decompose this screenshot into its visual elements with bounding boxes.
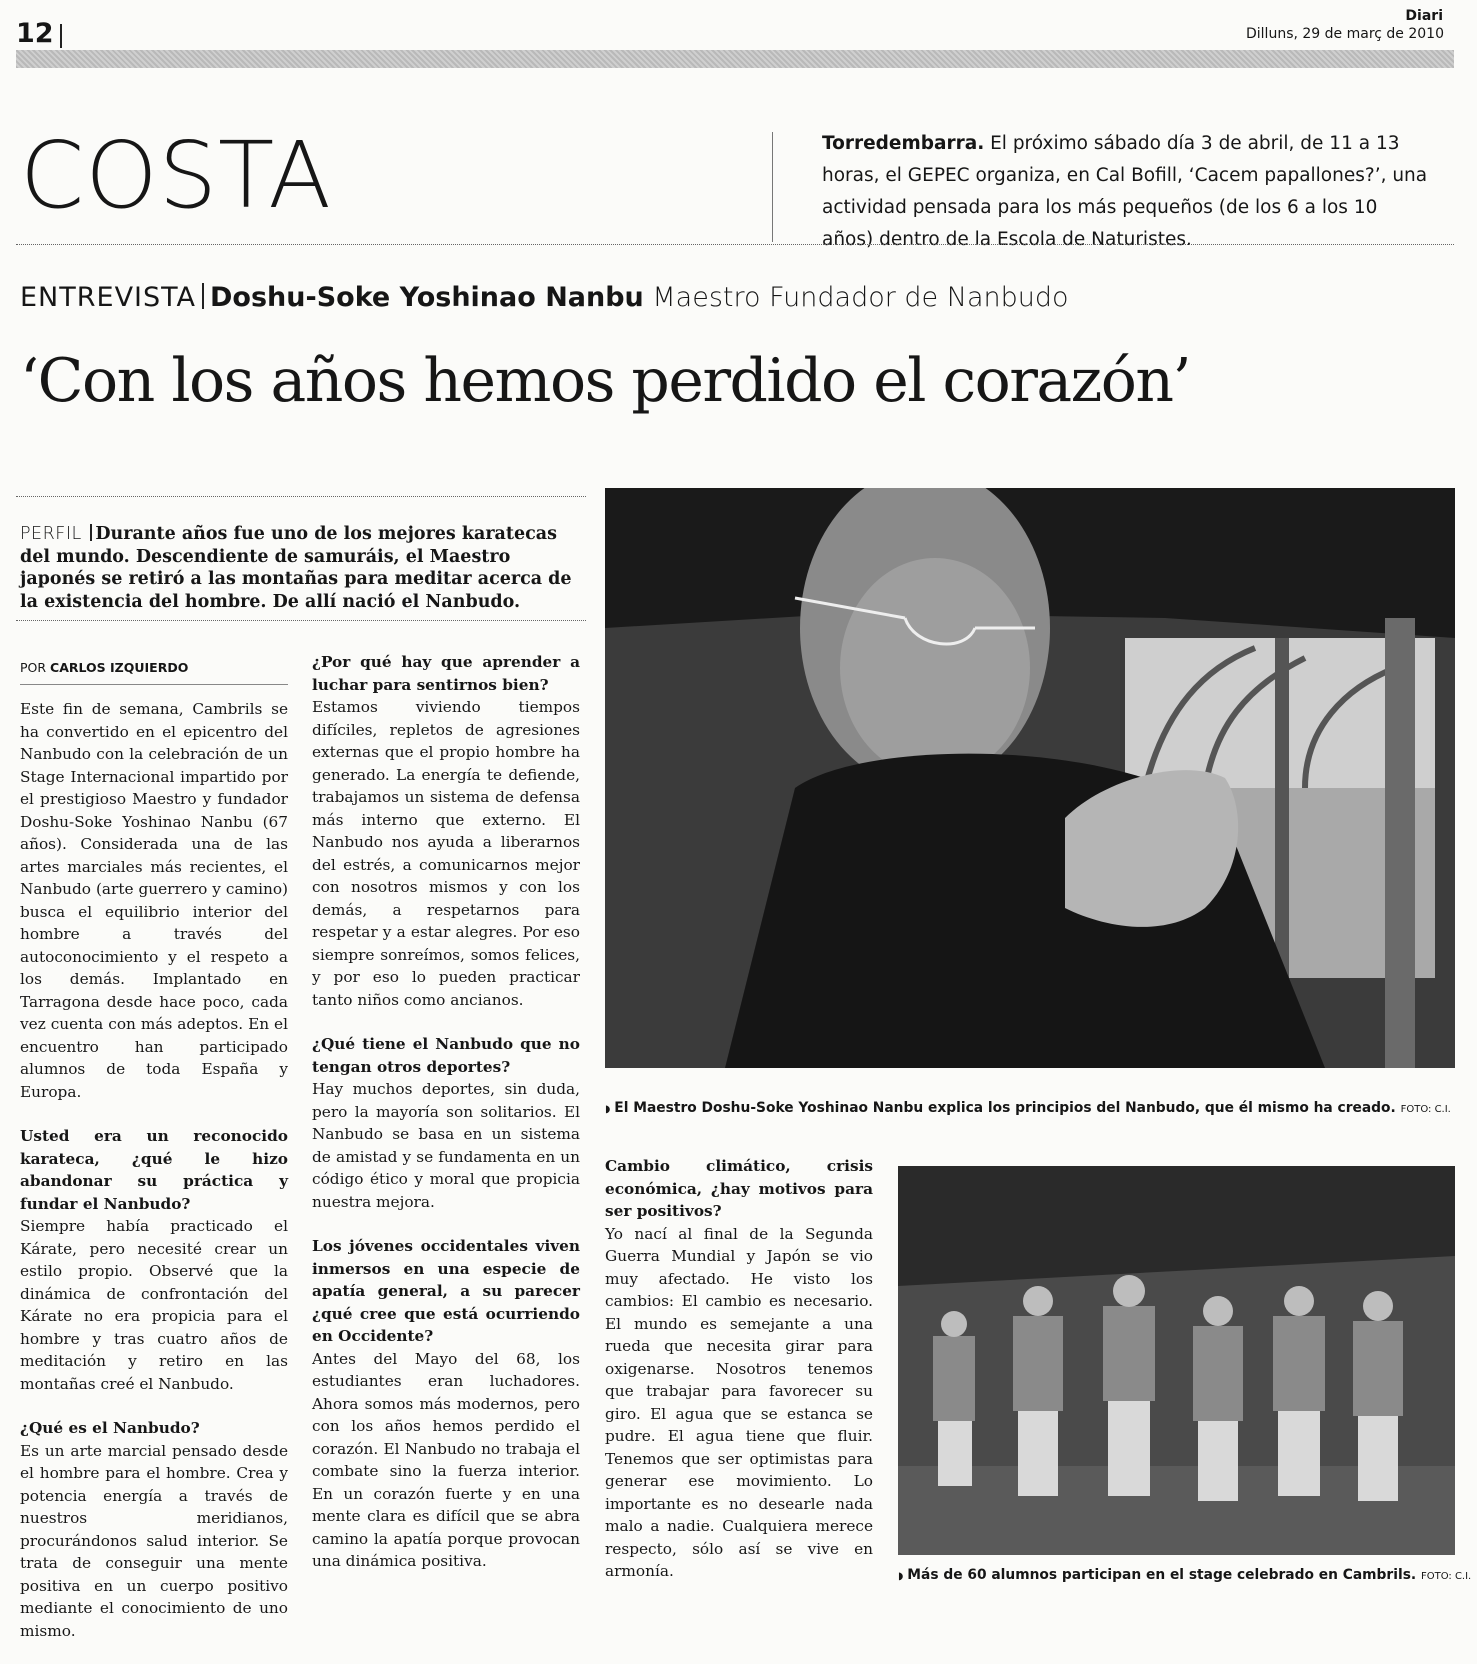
photo2-credit: FOTO: C.I. xyxy=(1420,1571,1472,1582)
caption-marker-icon: ◗ xyxy=(898,1571,904,1582)
question: ¿Qué es el Nanbudo? xyxy=(20,1419,200,1437)
page-number-divider xyxy=(60,24,62,48)
answer: Yo nací al final de la Segunda Guerra Mundial y Japón se vio muy afectado. He visto los cambios: El cambio es necesario. El mundo es semejante a una rueda que necesita girar para oxigenarse. Nosotros tenemos que trabajar para favorecer su giro. El agua que se estanca se pudre. El agua tiene que fluir. Tenemos que ser optimistas para generar ese movimiento. Lo importante es no desearle nada malo a nadie. Cualquiera merece respecto, sólo así se vive en armonía. xyxy=(605,1224,873,1580)
issue-date: Dilluns, 29 de març de 2010 xyxy=(1246,26,1444,42)
photo2-caption-text: Más de 60 alumnos participan en el stage celebrado en Cambrils. xyxy=(907,1567,1417,1583)
photo1-credit: FOTO: C.I. xyxy=(1400,1104,1451,1115)
headline: ‘Con los años hemos perdido el corazón’ xyxy=(20,346,1191,416)
question: Los jóvenes occidentales viven inmersos en una especie de apatía general, a su parecer ¿qué cree que está ocurriendo en Occidente? xyxy=(312,1237,580,1345)
article-kicker xyxy=(20,282,1069,313)
question: ¿Qué tiene el Nanbudo que no tengan otros deportes? xyxy=(312,1035,580,1076)
kicker-role: Maestro Fundador de Nanbudo xyxy=(652,282,1069,313)
master-photo-illustration xyxy=(605,488,1455,1068)
intro-paragraph: Este fin de semana, Cambrils se ha convertido en el epicentro del Nanbudo con la celebración de un Stage Internacional impartido por el prestigioso Maestro y fundador Doshu-Soke Yoshinao Nanbu (67 años). Considerada una de las artes marciales más recientes, el Nanbudo (arte guerrero y camino) busca el equilibrio interior del hombre a través del autoconocimiento y el respeto a los demás. Implantado en Tarragona desde hace poco, cada vez cuenta con más adeptos. En el encuentro han participado alumnos de toda España y Europa. xyxy=(20,700,288,1101)
answer: Siempre había practicado el Kárate, pero necesité crear un estilo propio. Observé que la dinámica de confrontación del Kárate no era propicia para el hombre y tras cuatro años de meditación y retiro en las montañas creé el Nanbudo. xyxy=(20,1217,288,1393)
qa-block xyxy=(20,1417,288,1642)
qa-block xyxy=(20,1125,288,1395)
photo2-caption xyxy=(898,1567,1471,1583)
perfil-rule-top xyxy=(16,496,586,497)
question: Usted era un reconocido karateca, ¿qué le hizo abandonar su práctica y fundar el Nanbudo? xyxy=(20,1127,288,1213)
brief-lead: Torredembarra. xyxy=(822,133,985,154)
answer: Estamos viviendo tiempos difíciles, repletos de agresiones externas que el propio hombre ha generado. La energía te defiende, trabajamos un sistema de defensa más interno que externo. El Nanbudo nos ayuda a liberarnos del estrés, a comunicarnos mejor con nosotros mismos y con los demás, a respetarnos para respetar y a estar alegres. Por eso siempre sonreímos, somos felices, y por eso lo pueden practicar tanto niños como ancianos. xyxy=(312,698,580,1009)
masthead: Diari xyxy=(1405,8,1443,24)
question: Cambio climático, crisis económica, ¿hay motivos para ser positivos? xyxy=(605,1157,873,1220)
qa-block xyxy=(605,1155,873,1583)
header-band xyxy=(16,50,1454,68)
answer: Antes del Mayo del 68, los estudiantes eran luchadores. Ahora somos más modernos, pero con los años hemos perdido el corazón. El Nanbudo no trabaja el combate sino la fuerza interior. En un corazón fuerte y en una mente clara es difícil que se abra camino la apatía porque provocan una dinámica positiva. xyxy=(312,1349,580,1570)
students-photo xyxy=(898,1166,1455,1555)
perfil-box xyxy=(20,523,580,613)
section-title: COSTA xyxy=(20,122,333,229)
brief-divider xyxy=(772,132,773,242)
byline-rule xyxy=(20,684,288,685)
answer: Hay muchos deportes, sin duda, pero la mayoría son solitarios. El Nanbudo se basa en un sistema de amistad y se fundamenta en un código ético y moral que propicia nuestra mejora. xyxy=(312,1080,580,1211)
answer: Es un arte marcial pensado desde el hombre para el hombre. Crea y potencia energía a través de nuestros meridianos, procurándonos salud interior. Se trata de conseguir una mente positiva en un cuerpo positivo mediante el conocimiento de uno mismo. xyxy=(20,1441,288,1640)
kicker-name: Doshu-Soke Yoshinao Nanbu xyxy=(210,282,644,313)
perfil-rule-bottom xyxy=(16,620,586,621)
kicker-type: ENTREVISTA xyxy=(20,282,197,313)
kicker-divider xyxy=(202,283,204,309)
master-photo xyxy=(605,488,1455,1068)
students-photo-illustration xyxy=(898,1166,1455,1555)
photo1-caption xyxy=(605,1100,1451,1116)
question: ¿Por qué hay que aprender a luchar para sentirnos bien? xyxy=(312,653,580,694)
byline-prefix: POR xyxy=(20,660,47,675)
section-rule xyxy=(16,244,1454,245)
perfil-divider xyxy=(90,524,92,541)
byline xyxy=(20,660,188,675)
article-column-1 xyxy=(20,698,288,1664)
article-column-2 xyxy=(312,651,580,1595)
news-brief xyxy=(822,128,1432,256)
perfil-text: Durante años fue uno de los mejores karatecas del mundo. Descendiente de samuráis, el Maestro japonés se retiró a las montañas para meditar acerca de la existencia del hombre. De allí nació el Nanbudo. xyxy=(20,524,572,612)
qa-block xyxy=(312,1235,580,1573)
qa-block xyxy=(312,651,580,1011)
byline-author: CARLOS IZQUIERDO xyxy=(50,660,189,675)
qa-block xyxy=(312,1033,580,1213)
article-column-3 xyxy=(605,1155,873,1605)
brief-text: El próximo sábado día 3 de abril, de 11 a 13 horas, el GEPEC organiza, en Cal Bofill, ‘Cacem papallones?’, una actividad pensada para los más pequeños (de los 6 a los 10 años) dentro de la Escola de Naturistes. xyxy=(822,133,1428,250)
caption-marker-icon: ◗ xyxy=(605,1104,611,1115)
page-number: 12 xyxy=(16,18,54,49)
perfil-label: PERFIL xyxy=(20,524,82,544)
photo1-caption-text: El Maestro Doshu-Soke Yoshinao Nanbu explica los principios del Nanbudo, que él mismo ha creado. xyxy=(614,1100,1396,1116)
